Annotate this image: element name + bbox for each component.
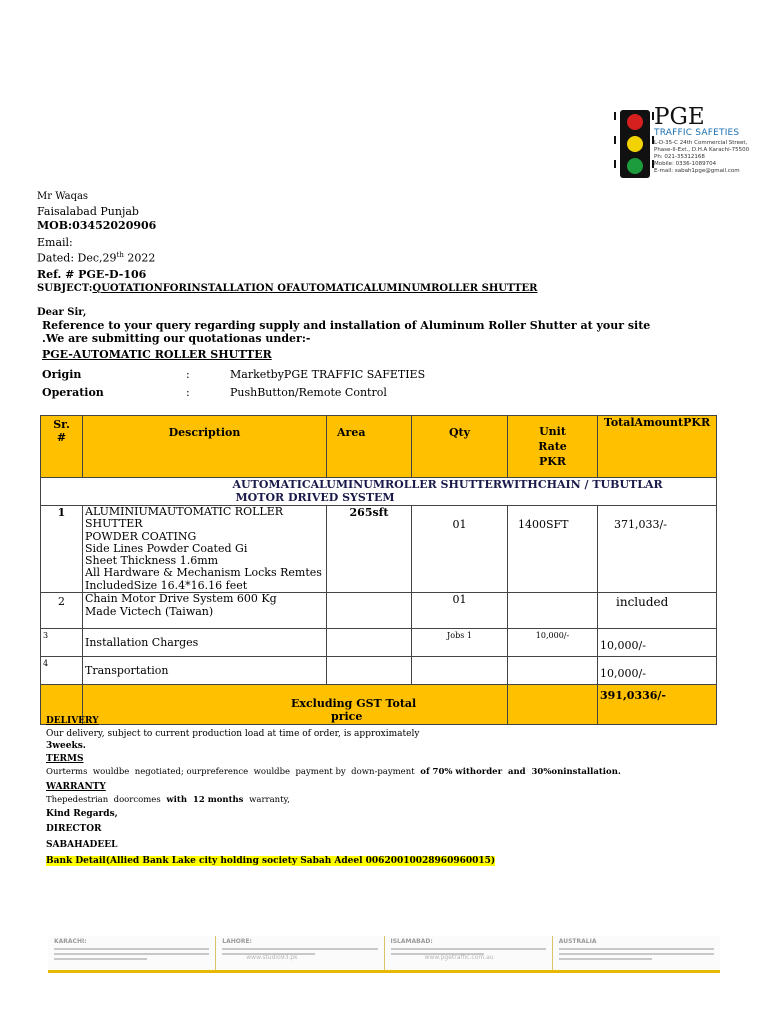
row-area: [327, 657, 412, 685]
logo-address-line: L-D-35-C 24th Commercial Street,: [654, 140, 748, 146]
logo-address-line: E-mail: sabah1pge@gmail.com: [654, 168, 740, 174]
row-sr: 2: [41, 593, 83, 629]
row-total: 10,000/-: [598, 657, 717, 685]
table-total-row: [41, 685, 717, 725]
row-total: included: [598, 593, 717, 629]
footer-office: LAHORE: www.studio93.pk: [216, 936, 384, 970]
yellow-lamp-icon: [627, 136, 643, 152]
row-rate: 10,000/-: [508, 629, 598, 657]
section-title: AUTOMATICALUMINUMROLLER SHUTTERWITHCHAIN / TUBUTLAR MOTOR DRIVED SYSTEM: [83, 478, 717, 506]
grand-total: 391,0336/-: [598, 685, 717, 725]
header-description: Description: [83, 416, 327, 478]
signatory-name: SABAHADEEL: [46, 840, 118, 850]
recipient-mobile: MOB:03452020906: [37, 219, 157, 232]
logo-brand: PGE: [654, 104, 705, 130]
intro-line-2: .We are submitting our quotationas under:-: [42, 332, 311, 345]
recipient-email: Email:: [37, 236, 73, 249]
terms-text: Ourterms wouldbe negotiated; ourpreference wouldbe payment by down-payment of 70% withorder and 30%oninstallation.: [46, 767, 621, 777]
spec-separator: :: [186, 386, 190, 399]
warranty-heading: WARRANTY: [46, 782, 106, 792]
row-description: Chain Motor Drive System 600 Kg Made Victech (Taiwan): [83, 593, 327, 629]
kind-regards: Kind Regards,: [46, 809, 118, 819]
footer-office: ISLAMABAD: www.pgetraffic.com.au: [385, 936, 553, 970]
row-sr: 4: [41, 657, 83, 685]
section-title-row: [41, 478, 717, 506]
recipient-location: Faisalabad Punjab: [37, 205, 139, 218]
row-sr: 3: [41, 629, 83, 657]
company-logo: [612, 104, 750, 184]
row-sr: 1: [41, 506, 83, 593]
row-description: ALUMINIUMAUTOMATIC ROLLER SHUTTER POWDER COATING Side Lines Powder Coated Gi Sheet Thickness 1.6mm All Hardware & Mechanism Locks Remtes IncludedSize 16.4*16.16 feet: [83, 506, 327, 593]
subject-line: SUBJECT:QUOTATIONFORINSTALLATION OFAUTOMATICALUMINUMROLLER SHUTTER: [37, 283, 538, 294]
footer-office: AUSTRALIA: [553, 936, 720, 970]
row-area: [327, 593, 412, 629]
logo-subtitle: TRAFFIC SAFETIES: [654, 128, 740, 138]
footer-office: KARACHI:: [48, 936, 216, 970]
spec-separator: :: [186, 368, 190, 381]
row-qty: Jobs 1: [412, 629, 508, 657]
table-row: [41, 506, 717, 593]
row-area: 265sft: [327, 506, 412, 593]
row-qty: 01: [412, 593, 508, 629]
table-row: [41, 629, 717, 657]
row-qty: 01: [412, 506, 508, 593]
table-header-row: [41, 416, 717, 478]
terms-heading: TERMS: [46, 754, 84, 764]
reference-number: Ref. # PGE-D-106: [37, 268, 147, 281]
signatory-title: DIRECTOR: [46, 824, 102, 834]
delivery-heading: DELIVERY: [46, 716, 99, 726]
delivery-text: Our delivery, subject to current production load at time of order, is approximately: [46, 729, 420, 739]
spec-value-operation: PushButton/Remote Control: [230, 386, 387, 399]
intro-line-1: Reference to your query regarding supply and installation of Aluminum Roller Shutter at your site: [42, 319, 651, 332]
header-total: TotalAmountPKR: [598, 416, 717, 478]
spec-label-operation: Operation: [42, 386, 104, 399]
row-description: Transportation: [83, 657, 327, 685]
bank-detail: Bank Detail(Allied Bank Lake city holding society Sabah Adeel 0062001002896096001​5): [46, 856, 496, 866]
row-area: [327, 629, 412, 657]
delivery-duration: 3weeks.: [46, 741, 86, 751]
logo-address-line: Phase-II-Ext., D.H.A Karachi-75500: [654, 147, 750, 153]
salutation: Dear Sir,: [37, 307, 87, 318]
red-lamp-icon: [627, 114, 643, 130]
footer-offices: [48, 936, 720, 973]
header-sr: Sr. #: [41, 416, 83, 478]
recipient-name: Mr Waqas: [37, 191, 89, 202]
traffic-light-icon: [620, 110, 650, 178]
row-rate: [508, 593, 598, 629]
table-row: [41, 657, 717, 685]
green-lamp-icon: [627, 158, 643, 174]
logo-address-line: Ph: 021-35312168: [654, 154, 705, 160]
logo-address-line: Mobile: 0336-1089704: [654, 161, 717, 167]
header-area: Area: [327, 416, 412, 478]
row-qty: [412, 657, 508, 685]
row-description: Installation Charges: [83, 629, 327, 657]
table-row: [41, 593, 717, 629]
document-date: Dated: Dec,29th 2022: [37, 251, 156, 265]
quotation-table: [40, 415, 717, 725]
row-total: 10,000/-: [598, 629, 717, 657]
total-label: Excluding GST Total price: [83, 685, 508, 725]
row-total: 371,033/-: [598, 506, 717, 593]
row-rate: 1400SFT: [508, 506, 598, 593]
header-unit-rate: Unit Rate PKR: [508, 416, 598, 478]
product-heading: PGE-AUTOMATIC ROLLER SHUTTER: [42, 348, 272, 361]
header-qty: Qty: [412, 416, 508, 478]
spec-label-origin: Origin: [42, 368, 82, 381]
row-rate: [508, 657, 598, 685]
warranty-text: Thepedestrian doorcomes with 12 months warranty,: [46, 795, 290, 805]
spec-value-origin: MarketbyPGE TRAFFIC SAFETIES: [230, 368, 426, 381]
